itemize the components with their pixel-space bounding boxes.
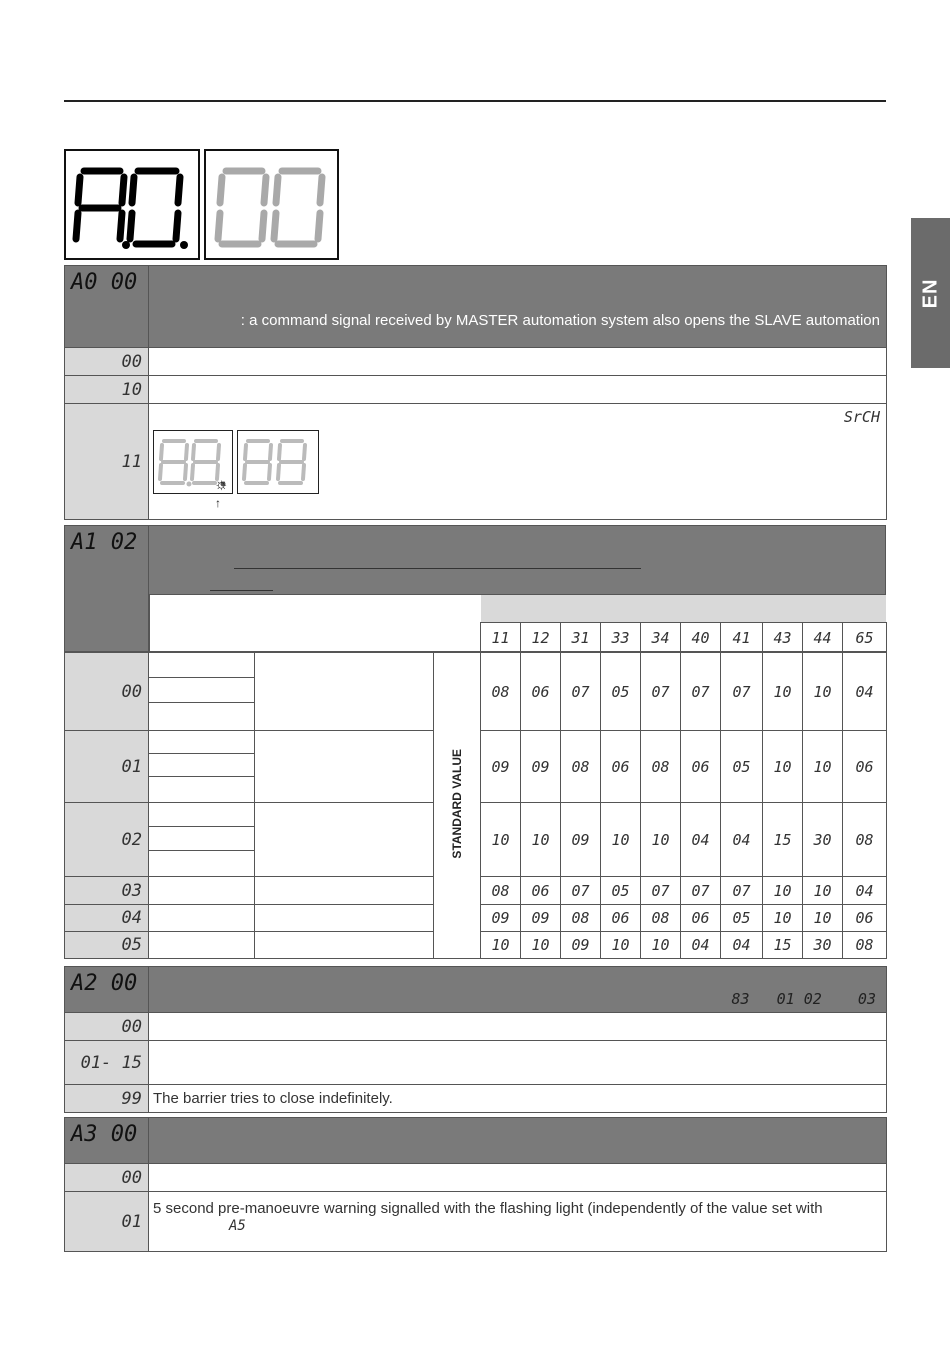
a1-value: 06 [843, 905, 887, 932]
a1-value: 10 [521, 803, 561, 877]
a3-header-desc-cell [149, 1118, 887, 1164]
a1-underline-short [210, 590, 273, 591]
a1-value: 06 [601, 905, 641, 932]
a1-desc-cell [255, 653, 434, 731]
display-left [64, 149, 200, 260]
a1-value: 10 [763, 877, 803, 905]
model-code: 11 [481, 623, 521, 653]
a2-row-text: The barrier tries to close indefinitely. [149, 1085, 887, 1113]
a1-value: 05 [601, 877, 641, 905]
a1-value: 07 [561, 877, 601, 905]
a1-value: 07 [681, 653, 721, 731]
a1-value: 10 [601, 932, 641, 959]
a1-value: 08 [481, 653, 521, 731]
a1-value: 10 [641, 803, 681, 877]
a1-sub-cell [149, 653, 255, 731]
a0-row-code: 11 [121, 451, 142, 472]
a1-value: 04 [681, 803, 721, 877]
a1-value: 07 [721, 877, 763, 905]
a1-row-code: 05 [121, 935, 142, 955]
a3-table [64, 1117, 887, 1252]
a1-value: 06 [601, 731, 641, 803]
a1-code: A1 02 [71, 530, 138, 555]
a0-row-label [65, 348, 149, 376]
a3-row-text [149, 1164, 887, 1192]
a1-sub-line [149, 851, 254, 876]
a1-value: 08 [843, 803, 887, 877]
a2-code: A2 00 [71, 971, 138, 996]
a1-row-code: 03 [121, 880, 142, 901]
a1-value: 08 [843, 932, 887, 959]
a1-value: 08 [641, 731, 681, 803]
a0-row-code: 10 [121, 379, 142, 400]
a1-value: 09 [481, 905, 521, 932]
a1-value: 08 [561, 905, 601, 932]
a0-row-text [149, 348, 887, 376]
a0-row-11-content [149, 404, 887, 520]
a3-row-label [65, 1192, 149, 1252]
a1-value: 30 [803, 803, 843, 877]
a2-row-code: 99 [121, 1088, 142, 1109]
a1-desc-cell [255, 932, 434, 959]
a1-sub-cell [149, 905, 255, 932]
arrow-up-icon: ↑ [215, 496, 221, 510]
a2-row-code: 00 [121, 1016, 142, 1037]
a1-value: 09 [481, 731, 521, 803]
a1-value: 10 [601, 803, 641, 877]
a1-sub-line [149, 731, 254, 754]
a1-value: 06 [521, 653, 561, 731]
a1-value: 06 [681, 731, 721, 803]
a1-value: 06 [681, 905, 721, 932]
a2-row-label [65, 1013, 149, 1041]
a1-value: 10 [763, 731, 803, 803]
a1-row-label [65, 653, 149, 731]
a1-value: 09 [521, 731, 561, 803]
display-right-digits [206, 151, 337, 258]
a3-row-ref-line [153, 1217, 882, 1235]
a3-row-label [65, 1164, 149, 1192]
a0-header-code-cell [65, 266, 149, 348]
a1-value: 04 [721, 803, 763, 877]
a2-row-text [149, 1013, 887, 1041]
a1-desc-cell [255, 803, 434, 877]
a1-value: 10 [763, 653, 803, 731]
a1-value: 10 [763, 905, 803, 932]
a1-row-label [65, 932, 149, 959]
a1-desc-cell [255, 877, 434, 905]
a1-desc-cell [255, 731, 434, 803]
a1-sub-line [149, 653, 254, 678]
a1-code-cell [65, 526, 149, 651]
a1-value: 04 [843, 653, 887, 731]
language-tab-label: EN [918, 278, 941, 308]
model-code: 12 [521, 623, 561, 653]
a1-value: 04 [681, 932, 721, 959]
a1-value: 06 [843, 731, 887, 803]
mini-display-right-digits [238, 431, 318, 493]
model-code: 44 [803, 623, 843, 653]
a1-values-table [64, 652, 887, 959]
a1-row-code: 01 [121, 756, 142, 777]
a1-row-code: 04 [121, 908, 142, 928]
a0-row-code: 00 [121, 351, 142, 372]
a1-models-table [480, 622, 887, 653]
a3-row-text: 5 second pre-manoeuvre warning signalled with the flashing light (independently of the value set with [153, 1200, 823, 1217]
a1-row-label [65, 731, 149, 803]
a1-value: 10 [803, 877, 843, 905]
a1-sub-line [149, 678, 254, 703]
a2-row-label [65, 1041, 149, 1085]
a1-value: 09 [561, 932, 601, 959]
a1-value: 10 [803, 731, 843, 803]
a0-row-label [65, 404, 149, 520]
a1-value: 10 [481, 803, 521, 877]
a1-row-label [65, 877, 149, 905]
a1-value: 10 [641, 932, 681, 959]
a1-sub-line [149, 827, 254, 851]
a1-value: 10 [521, 932, 561, 959]
a1-value: 05 [721, 731, 763, 803]
a1-sub-cell [149, 803, 255, 877]
a3-code: A3 00 [71, 1122, 138, 1147]
search-code: SrCH [843, 408, 880, 426]
a3-row-code: 00 [121, 1167, 142, 1188]
blink-indicator-icon: ☼ [214, 476, 229, 493]
display-left-digits [66, 151, 198, 258]
a1-row-label [65, 803, 149, 877]
a1-row-code: 02 [121, 829, 142, 850]
a1-sub-cell [149, 877, 255, 905]
a2-refs: 83 01 02 03 [731, 990, 876, 1008]
a1-value: 04 [843, 877, 887, 905]
a1-value: 05 [721, 905, 763, 932]
model-code: 40 [681, 623, 721, 653]
a1-row-code: 00 [121, 681, 142, 702]
a1-value: 08 [561, 731, 601, 803]
a1-models-bar [481, 595, 886, 622]
language-tab[interactable] [911, 218, 950, 368]
a1-value: 04 [721, 932, 763, 959]
a0-row-text [149, 376, 887, 404]
a2-row-label [65, 1085, 149, 1113]
standard-value-cell [434, 653, 481, 959]
a1-value: 10 [803, 653, 843, 731]
top-rule [64, 100, 886, 102]
a0-table [64, 265, 887, 520]
a1-desc-cell [255, 905, 434, 932]
a1-value: 15 [763, 932, 803, 959]
a3-header-code-cell [65, 1118, 149, 1164]
a2-table [64, 966, 887, 1113]
a0-code: A0 00 [71, 270, 138, 295]
mini-display-right [237, 430, 319, 494]
model-code: 33 [601, 623, 641, 653]
a0-description: : a command signal received by MASTER automation system also opens the SLAVE automation [240, 312, 880, 329]
a1-value: 30 [803, 932, 843, 959]
a1-underline-long [234, 568, 641, 569]
a1-value: 08 [641, 905, 681, 932]
a1-value: 09 [561, 803, 601, 877]
a2-row-code: 01- 15 [80, 1052, 142, 1073]
a1-value: 10 [481, 932, 521, 959]
a1-sub-line [149, 777, 254, 802]
a1-value: 07 [641, 877, 681, 905]
a1-value: 06 [521, 877, 561, 905]
model-code: 43 [763, 623, 803, 653]
model-code: 65 [843, 623, 887, 653]
a1-value: 08 [481, 877, 521, 905]
a2-header-desc-cell [149, 967, 887, 1013]
a1-value: 15 [763, 803, 803, 877]
a1-value: 07 [641, 653, 681, 731]
a1-value: 09 [521, 905, 561, 932]
a1-sub-line [149, 803, 254, 827]
a2-row-text [149, 1041, 887, 1085]
standard-value-label: STANDARD VALUE [450, 748, 464, 859]
a3-row-code: 01 [121, 1211, 142, 1232]
a1-row-label [65, 905, 149, 932]
a1-value: 05 [601, 653, 641, 731]
a1-value: 07 [721, 653, 763, 731]
a1-value: 07 [561, 653, 601, 731]
a1-row [65, 653, 887, 731]
a0-row-label [65, 376, 149, 404]
model-code: 41 [721, 623, 763, 653]
a3-row-ref: A5 [229, 1218, 246, 1234]
a1-sub-cell [149, 731, 255, 803]
a1-sub-line [149, 703, 254, 730]
a1-sub-cell [149, 932, 255, 959]
a1-sub-line [149, 754, 254, 777]
model-code: 34 [641, 623, 681, 653]
a1-value: 07 [681, 877, 721, 905]
a0-header-desc-cell [149, 266, 887, 348]
a1-value: 10 [803, 905, 843, 932]
a1-subheader-left [149, 594, 481, 651]
display-right [204, 149, 339, 260]
model-code: 31 [561, 623, 601, 653]
a2-header-code-cell [65, 967, 149, 1013]
a3-row-content [149, 1192, 887, 1252]
